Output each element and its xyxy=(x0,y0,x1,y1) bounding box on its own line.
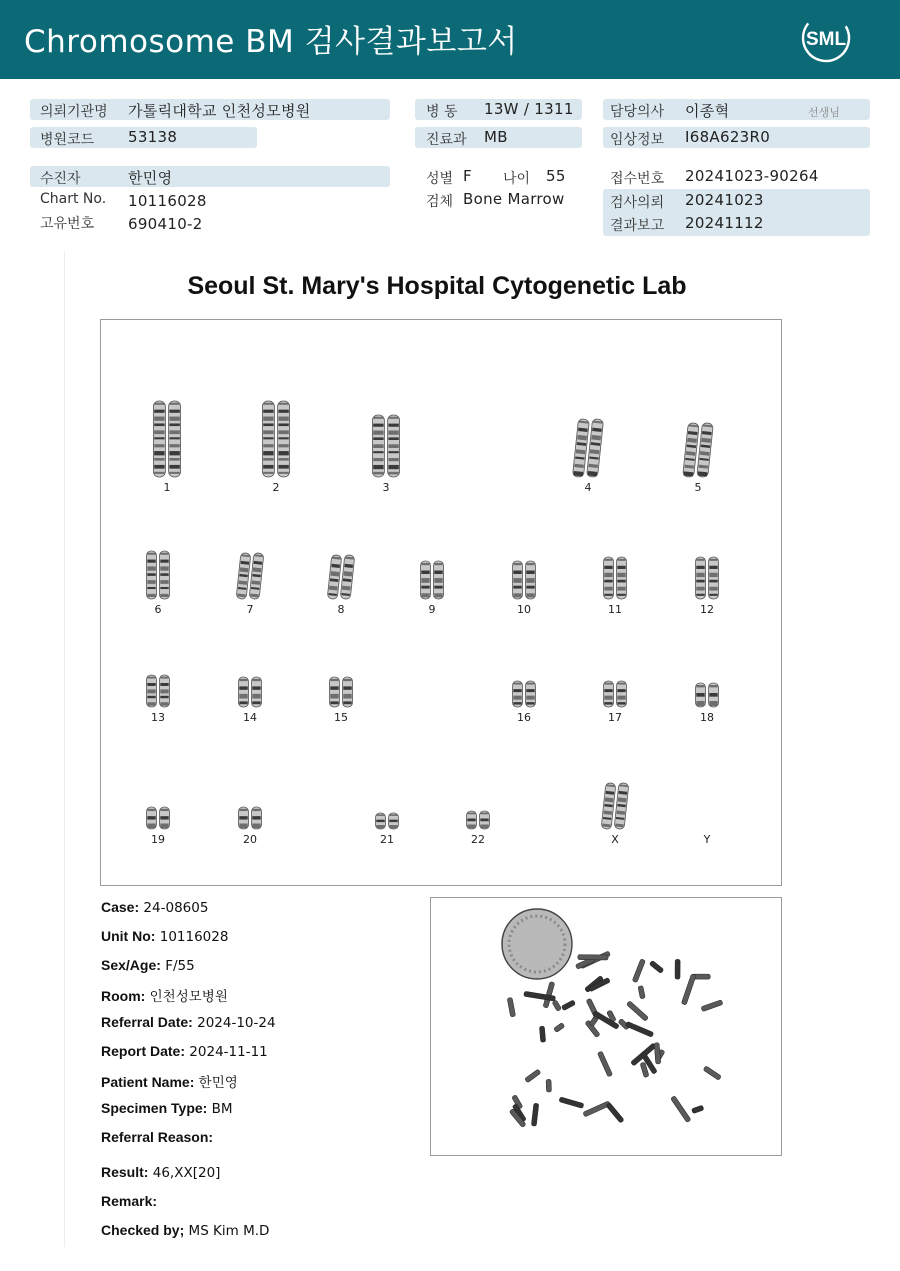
report-meta-key: Patient Name: xyxy=(101,1074,195,1090)
age-value: 55 xyxy=(546,167,566,185)
report-meta-key: Room: xyxy=(101,988,146,1004)
report-label: 결과보고 xyxy=(610,218,665,234)
ward-label: 병 동 xyxy=(426,104,458,120)
chromosome-pair-16 xyxy=(513,681,536,707)
report-meta-value: F/55 xyxy=(160,958,195,974)
report-meta-row xyxy=(101,1043,268,1060)
chromosome-label-11: 11 xyxy=(608,603,622,616)
chromosome-label-14: 14 xyxy=(243,711,257,724)
chromosome-pair-6 xyxy=(147,551,170,599)
ward-value: 13W / 1311 xyxy=(484,100,574,118)
chromosome-label-x: X xyxy=(611,833,619,846)
chromosome-pair-20 xyxy=(239,807,262,829)
report-meta-value: BM xyxy=(207,1101,233,1117)
metaphase-chromosome xyxy=(552,1000,562,1012)
metaphase-chromosome xyxy=(583,1101,611,1117)
metaphase-chromosome xyxy=(649,960,664,973)
metaphase-image xyxy=(431,898,781,1155)
chromosome-pair-17 xyxy=(604,681,627,707)
hospital-code-label: 병원코드 xyxy=(40,132,95,148)
dept-label: 진료과 xyxy=(426,132,467,148)
report-meta-value: MS Kim M.D xyxy=(184,1223,270,1239)
chromosome-pair-3 xyxy=(372,415,399,477)
report-meta-key: Referral Reason: xyxy=(101,1129,214,1145)
hospital-code-value: 53138 xyxy=(128,128,178,146)
report-meta-key: Referral Date: xyxy=(101,1014,193,1030)
report-meta-key: Checked by; xyxy=(101,1222,185,1238)
chromosome-pair-4 xyxy=(572,419,603,478)
doctor-value: 이종혁 xyxy=(685,102,730,120)
metaphase-chromosome xyxy=(525,1069,541,1083)
report-meta-key: Unit No: xyxy=(101,928,156,944)
chromosome-label-10: 10 xyxy=(517,603,531,616)
doctor-label: 담당의사 xyxy=(610,104,665,120)
chromosome-label-21: 21 xyxy=(380,833,394,846)
report-meta-row xyxy=(101,1164,220,1181)
report-meta-row xyxy=(101,1129,213,1146)
clinical-label: 임상정보 xyxy=(610,132,665,148)
chromosome-pair-15 xyxy=(330,677,353,707)
metaphase-chromosome xyxy=(507,997,515,1017)
chromosome-label-8: 8 xyxy=(337,603,345,616)
specimen-label: 검체 xyxy=(426,194,454,210)
lab-title: Seoul St. Mary's Hospital Cytogenetic Lab xyxy=(187,272,687,300)
chromosome-pair-21 xyxy=(376,813,399,829)
report-meta-value: 2024-11-11 xyxy=(185,1044,268,1060)
interphase-nucleus xyxy=(502,909,572,979)
metaphase-chromosome xyxy=(654,1043,661,1064)
institution-label: 의뢰기관명 xyxy=(40,104,108,120)
sml-logo xyxy=(800,12,852,64)
report-meta-key: Report Date: xyxy=(101,1043,186,1059)
patient-row xyxy=(30,166,390,187)
receipt-value: 20241023-90264 xyxy=(685,167,819,185)
patient-value: 한민영 xyxy=(128,169,173,187)
chromosome-pair-19 xyxy=(147,807,170,829)
report-meta-value: 한민영 xyxy=(194,1075,238,1091)
chromosome-pair-1 xyxy=(153,401,180,477)
chromosome-label-9: 9 xyxy=(428,603,436,616)
chromosome-pair-7 xyxy=(236,553,264,600)
metaphase-chromosome xyxy=(578,955,608,960)
metaphase-chromosome xyxy=(597,1051,612,1077)
report-meta-row xyxy=(101,1193,157,1210)
chart-label: Chart No. xyxy=(40,191,107,207)
metaphase-chromosome xyxy=(703,1066,721,1081)
header-bar xyxy=(0,0,900,79)
chromosome-label-19: 19 xyxy=(151,833,165,846)
report-meta-value: 2024-10-24 xyxy=(192,1015,276,1031)
report-meta-value: 24-08605 xyxy=(139,900,209,916)
chromosome-pair-12 xyxy=(696,557,719,599)
report-meta-row xyxy=(101,928,228,945)
metaphase-chromosome xyxy=(559,1097,584,1109)
chromosome-pair-5 xyxy=(683,423,714,478)
institution-value: 가톨릭대학교 인천성모병원 xyxy=(128,102,311,120)
metaphase-chromosome xyxy=(701,1000,723,1012)
chromosome-label-12: 12 xyxy=(700,603,714,616)
report-meta-row xyxy=(101,985,228,1005)
chromosome-label-17: 17 xyxy=(608,711,622,724)
sex-value: F xyxy=(463,167,472,185)
receipt-label: 접수번호 xyxy=(610,171,665,187)
report-meta-row xyxy=(101,1222,269,1239)
metaphase-chromosome xyxy=(626,1001,648,1022)
chromosome-pair-8 xyxy=(327,555,355,600)
age-label: 나이 xyxy=(503,171,531,187)
chromosome-label-2: 2 xyxy=(272,481,280,494)
chromosome-pair-x xyxy=(601,783,629,830)
chromosome-label-5: 5 xyxy=(694,481,702,494)
unique-value: 690410-2 xyxy=(128,215,203,233)
request-label: 검사의뢰 xyxy=(610,195,665,211)
dept-value: MB xyxy=(484,128,508,146)
metaphase-chromosome xyxy=(681,974,696,1005)
metaphase-chromosome xyxy=(546,1079,551,1092)
report-meta-row xyxy=(101,899,208,916)
clinical-value: I68A623R0 xyxy=(685,128,771,146)
report-meta-key: Sex/Age: xyxy=(101,957,161,973)
karyogram-panel xyxy=(100,319,782,886)
report-meta-row xyxy=(101,1071,238,1091)
chromosome-pair-11 xyxy=(604,557,627,599)
chromosome-label-16: 16 xyxy=(517,711,531,724)
metaphase-chromosome xyxy=(675,959,680,979)
request-value: 20241023 xyxy=(685,191,764,209)
report-meta-row xyxy=(101,1014,276,1031)
report-meta-key: Remark: xyxy=(101,1193,158,1209)
metaphase-chromosome xyxy=(632,959,645,983)
report-value: 20241112 xyxy=(685,214,764,232)
chromosome-pair-2 xyxy=(262,401,289,477)
metaphase-chromosome xyxy=(531,1103,539,1126)
report-meta-row xyxy=(101,957,195,974)
chromosome-label-7: 7 xyxy=(246,603,254,616)
chromosome-label-3: 3 xyxy=(382,481,390,494)
report-meta-value: 인천성모병원 xyxy=(145,989,228,1005)
logo-text: SML xyxy=(805,29,847,50)
doctor-suffix: 선생님 xyxy=(808,106,840,119)
metaphase-chromosome xyxy=(561,1000,575,1011)
page-margin-line xyxy=(64,252,65,1247)
report-meta-row xyxy=(101,1100,233,1117)
report-meta-value: 10116028 xyxy=(155,929,229,945)
chromosome-pair-22 xyxy=(467,811,490,829)
report-meta-value: 46,XX[20] xyxy=(148,1165,221,1181)
report-meta-key: Case: xyxy=(101,899,140,915)
report-meta-key: Result: xyxy=(101,1164,149,1180)
metaphase-panel xyxy=(430,897,782,1156)
metaphase-chromosome xyxy=(670,1096,691,1123)
metaphase-chromosome xyxy=(606,1102,624,1123)
chromosome-pair-9 xyxy=(421,561,444,599)
chromosome-label-22: 22 xyxy=(471,833,485,846)
chromosome-pair-10 xyxy=(513,561,536,599)
chromosome-label-18: 18 xyxy=(700,711,714,724)
unique-label: 고유번호 xyxy=(40,216,95,232)
report-meta-key: Specimen Type: xyxy=(101,1100,208,1116)
chromosome-pair-18 xyxy=(696,683,719,707)
patient-label: 수진자 xyxy=(40,171,81,187)
metaphase-chromosome xyxy=(554,1023,565,1033)
specimen-value: Bone Marrow xyxy=(463,190,565,208)
chromosome-label-4: 4 xyxy=(584,481,592,494)
karyogram xyxy=(101,320,781,885)
metaphase-chromosome xyxy=(638,986,645,999)
chromosome-label-20: 20 xyxy=(243,833,257,846)
sex-label: 성별 xyxy=(426,171,454,187)
metaphase-chromosome xyxy=(691,1105,704,1113)
chromosome-pair-13 xyxy=(147,675,170,707)
chart-value: 10116028 xyxy=(128,192,207,210)
chromosome-label-y: Y xyxy=(703,833,711,846)
metaphase-chromosome xyxy=(539,1026,545,1042)
chromosome-label-15: 15 xyxy=(334,711,348,724)
chromosome-pair-14 xyxy=(239,677,262,707)
metaphase-chromosome xyxy=(625,1021,653,1037)
chromosome-label-6: 6 xyxy=(154,603,162,616)
report-title: Chromosome BM 검사결과보고서 xyxy=(24,24,518,60)
chromosome-label-1: 1 xyxy=(163,481,171,494)
chromosome-label-13: 13 xyxy=(151,711,165,724)
